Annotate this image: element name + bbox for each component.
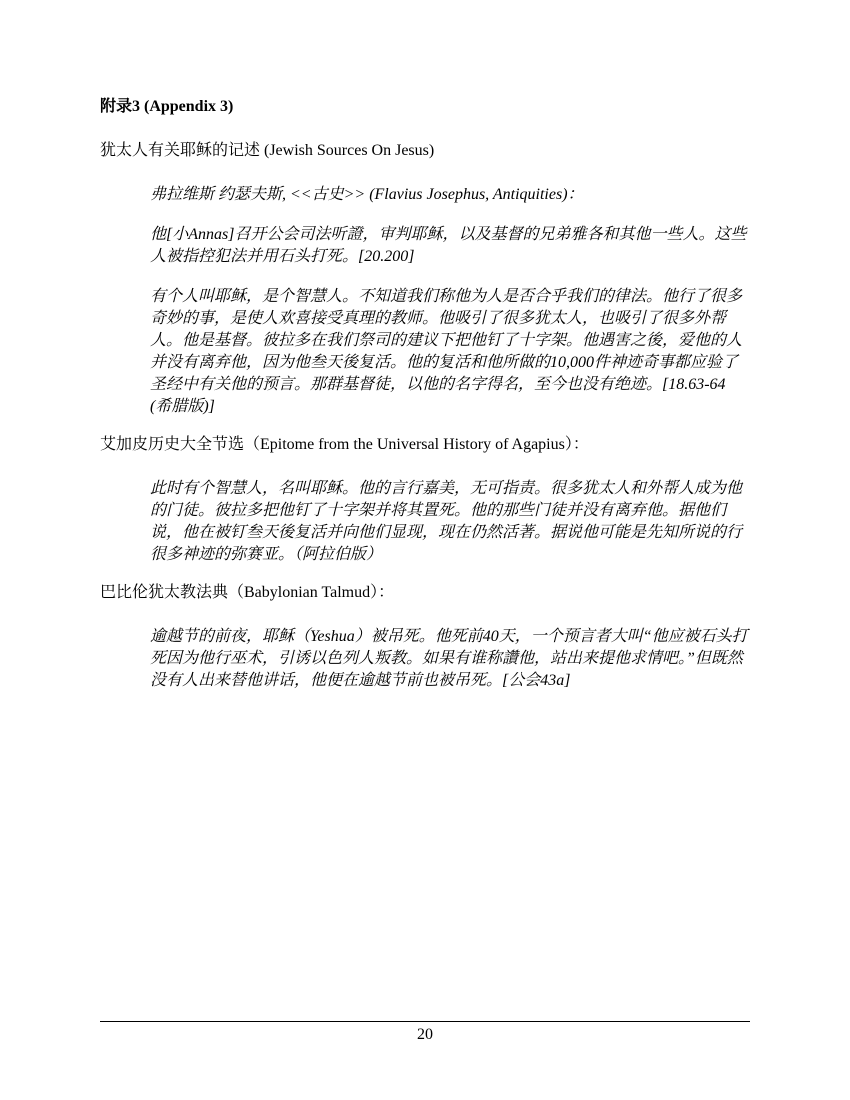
section-title-jewish-sources: 犹太人有关耶稣的记述 (Jewish Sources On Jesus) bbox=[100, 142, 435, 159]
josephus-paragraph-2: 有个人叫耶稣，是个智慧人。不知道我们称他为人是否合乎我们的律法。他行了很多奇妙的事，是使人欢喜接受真理的教师。他吸引了很多犹太人，也吸引了很多外帮人。他是基督。彼拉多在我们祭司的建议下把他钉了十字架。他遇害之後，爱他的人并没有离弃他，因为他叁天後复活。他的复活和他所做的10,000件神迹奇事都应验了圣经中有关他的预言。那群基督徒，以他的名字得名，至今也没有绝迹。[18.63-64 (希腊版)] bbox=[150, 288, 743, 415]
agapius-paragraph: 此时有个智慧人，名叫耶稣。他的言行嘉美，无可指责。很多犹太人和外帮人成为他的门徒。彼拉多把他钉了十字架并将其置死。他的那些门徒并没有离弃他。据他们说，他在被钉叁天後复活并向他们显现，现在仍然活著。据说他可能是先知所说的行很多神迹的弥赛亚。（阿拉伯版） bbox=[150, 480, 743, 563]
footer-divider bbox=[100, 1021, 750, 1022]
josephus-source-title: 弗拉维斯 约瑟夫斯, <<古史>> (Flavius Josephus, Antiquities)： bbox=[150, 186, 584, 203]
josephus-quote-block bbox=[150, 184, 750, 418]
agapius-quote-block bbox=[150, 478, 750, 566]
talmud-paragraph: 逾越节的前夜，耶稣（Yeshua）被吊死。他死前40天，一个预言者大叫“他应被石头打死因为他行巫术，引诱以色列人叛教。如果有谁称讚他，站出来提他求情吧。”但既然没有人出来替他讲话，他便在逾越节前也被吊死。[公会43a] bbox=[150, 628, 748, 689]
josephus-paragraph-1: 他[小Annas]召开公会司法听證，审判耶稣，以及基督的兄弟雅各和其他一些人。这些人被指控犯法并用石头打死。[20.200] bbox=[150, 226, 747, 265]
page-body bbox=[100, 96, 750, 708]
talmud-quote-block bbox=[150, 626, 750, 692]
section-title-agapius: 艾加皮历史大全节选（Epitome from the Universal History of Agapius）： bbox=[100, 436, 589, 453]
appendix-title: 附录3 (Appendix 3) bbox=[100, 98, 234, 115]
section-title-talmud: 巴比伦犹太教法典（Babylonian Talmud）： bbox=[100, 584, 395, 601]
page-number: 20 bbox=[417, 1026, 433, 1043]
